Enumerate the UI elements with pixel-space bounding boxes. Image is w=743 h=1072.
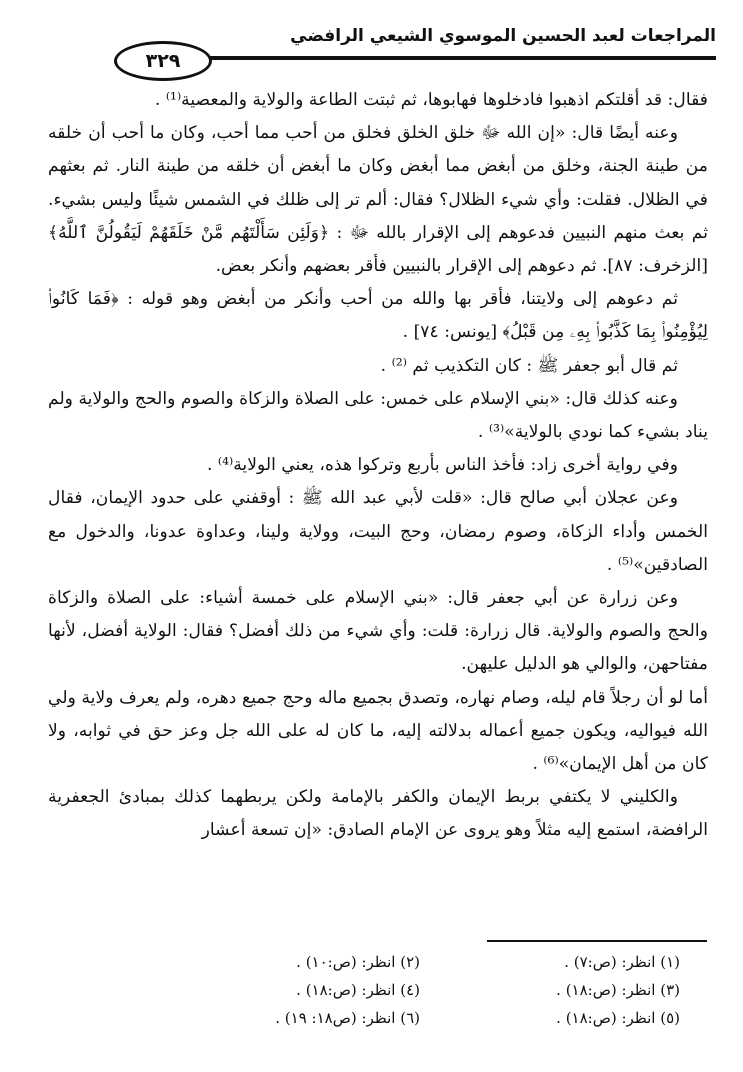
footnote-rule — [487, 940, 707, 942]
paragraph: وعنه كذلك قال: «بني الإسلام على خمس: على الصلاة والزكاة والصوم والحج والولاية ولم يناد بشيء كما نودي بالولاية»⁽³⁾ . — [48, 388, 708, 443]
paragraph: وعن عجلان أبي صالح قال: «قلت لأبي عبد الله ﷺ : أوقفني على حدود الإيمان، فقال الخمس وأداء الزكاة، وصوم رمضان، وحج البيت، وولاية ولينا، وعداوة عدونا، والدخول مع الصادقين»⁽⁵⁾ . — [48, 488, 708, 575]
paragraph: والكليني لا يكتفي بربط الإيمان والكفر بالإمامة ولكن يربطهما كذلك بمبادئ الجعفرية الرافضة، استمع إليه مثلاً وهو يروى عن الإمام الصادق: «إن تسعة أعشار — [48, 787, 708, 841]
header-title: المراجعات لعبد الحسين الموسوي الشيعي الرافضي — [290, 26, 716, 46]
paragraph: أما لو أن رجلاً قام ليله، وصام نهاره، وتصدق بجميع ماله وحج جميع دهره، ولم يعرف ولاية ولي الله فيواليه، ويكون جميع أعماله بدلالته إليه، ما كان له على الله جل وعز حق في ثوابه، ولا كان من أهل الإيمان»⁽⁶⁾ . — [48, 687, 708, 775]
running-header — [86, 18, 716, 70]
header-rule — [126, 56, 716, 60]
page-number-badge — [114, 41, 212, 81]
footnote-item: (٣) انظر: (ص:١٨) . — [556, 981, 680, 999]
paragraph: ثم دعوهم إلى ولايتنا، فأقر بها والله من أحب وأنكر من أبغض وهو قوله : ﴿فَمَا كَانُوا۟ لِيُؤْمِنُوا۟ بِمَا كَذَّبُوا۟ بِهِۦ مِن قَبْلُ﴾ [يونس: ٧٤] . — [48, 289, 708, 343]
body-text — [48, 84, 708, 848]
paragraph: وعن زرارة عن أبي جعفر قال: «بني الإسلام على خمسة أشياء: على الصلاة والزكاة والحج والصوم والولاية. قال زرارة: قلت: وأي شيء من ذلك أفضل؟ فقال: الولاية أفضل، لأنها مفتاحهن، والوالي هو الدليل عليهن. — [48, 588, 708, 675]
paragraph: وفي رواية أخرى زاد: فأخذ الناس بأربع وتركوا هذه، يعني الولاية⁽⁴⁾ . — [206, 455, 678, 476]
footnote-item: (١) انظر: (ص:٧) . — [564, 953, 680, 971]
paragraph: ثم قال أبو جعفر ﷺ : كان التكذيب ثم ⁽²⁾ . — [380, 355, 678, 376]
footnote-item: (٢) انظر: (ص:١٠) . — [296, 953, 420, 971]
footnote-item: (٥) انظر: (ص:١٨) . — [556, 1009, 680, 1027]
paragraph: وعنه أيضًا قال: «إن الله ﷻ خلق الخلق فخلق من أحب مما أحب، وكان ما أحب أن خلقه من طينة الجنة، وخلق من أبغض مما أبغض وكان ما أبغض أن خلقه من طينة النار. ثم بعثهم في الظلال. فقلت: وأي شيء الظلال؟ فقال: ألم تر إلى ظلك في الشمس شيئًا وليس بشيء. ثم بعث منهم النبيين فدعوهم إلى الإقرار بالله ﷻ : ﴿وَلَئِن سَأَلْتَهُم مَّنْ خَلَقَهُمْ لَيَقُولُنَّ ٱللَّهُ﴾ [الزخرف: ٨٧]. ثم دعوهم إلى الإقرار بالنبيين فأقر بعضهم وأنكر بعض. — [48, 123, 708, 277]
page-number: ٣٢٩ — [145, 50, 181, 72]
footnotes — [160, 952, 680, 1028]
footnote-item: (٤) انظر: (ص:١٨) . — [296, 981, 420, 999]
footnote-item: (٦) انظر: (ص١٨: ١٩) . — [275, 1009, 420, 1027]
paragraph: فقال: قد أقلتكم اذهبوا فادخلوها فهابوها، ثم ثبتت الطاعة والولاية والمعصية⁽¹⁾ . — [154, 90, 708, 110]
